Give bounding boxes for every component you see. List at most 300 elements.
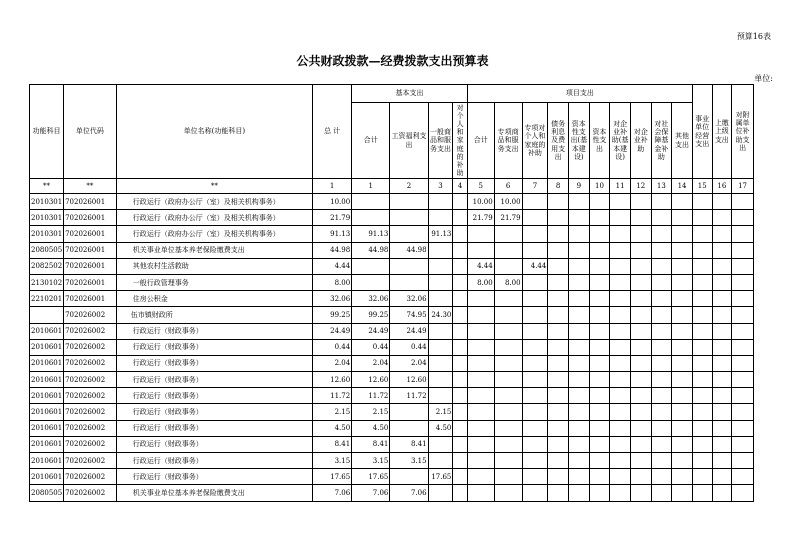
empty-cell	[610, 307, 631, 323]
b-total-cell: 91.13	[352, 226, 390, 242]
column-index-cell: 11	[610, 179, 631, 194]
empty-cell	[692, 323, 712, 339]
family-cell	[453, 226, 467, 242]
empty-cell	[692, 307, 712, 323]
b-total-cell: 24.49	[352, 323, 390, 339]
unit-code-cell: 702026002	[64, 420, 117, 436]
empty-cell	[630, 469, 651, 485]
p-total-cell	[467, 404, 494, 420]
total-cell: 2.04	[312, 355, 351, 371]
unit-code-cell: 702026002	[64, 355, 117, 371]
p-family-cell	[522, 242, 548, 258]
column-index-cell: 15	[692, 179, 712, 194]
empty-cell	[692, 291, 712, 307]
unit-code-cell: 702026002	[64, 453, 117, 469]
empty-cell	[651, 420, 672, 436]
p-family-cell	[522, 485, 548, 501]
goods-cell: 4.50	[428, 420, 453, 436]
empty-cell	[589, 404, 610, 420]
empty-cell	[712, 307, 732, 323]
column-index-cell: 17	[732, 179, 754, 194]
p-family-cell	[522, 420, 548, 436]
empty-cell	[630, 420, 651, 436]
empty-cell	[630, 388, 651, 404]
total-cell: 4.44	[312, 258, 351, 274]
empty-cell	[672, 436, 693, 452]
unit-code-cell: 702026001	[64, 210, 117, 226]
header-social-security: 对社会保障基金补助	[651, 103, 672, 179]
empty-cell	[610, 388, 631, 404]
empty-cell	[732, 355, 754, 371]
goods-cell	[428, 372, 453, 388]
goods-cell: 24.30	[428, 307, 453, 323]
table-row	[30, 242, 754, 258]
goods-cell	[428, 258, 453, 274]
column-index-cell: 10	[589, 179, 610, 194]
total-cell: 10.00	[312, 194, 351, 210]
p-total-cell	[467, 242, 494, 258]
empty-cell	[630, 307, 651, 323]
empty-cell	[672, 453, 693, 469]
family-cell	[453, 194, 467, 210]
total-cell: 11.72	[312, 388, 351, 404]
p-family-cell	[522, 469, 548, 485]
empty-cell	[548, 485, 569, 501]
unit-name-cell: 行政运行（财政事务）	[116, 420, 312, 436]
p-family-cell	[522, 323, 548, 339]
empty-cell	[672, 469, 693, 485]
column-index-cell: 14	[672, 179, 693, 194]
func-code-cell: 2130102	[30, 274, 64, 290]
unit-name-cell: 行政运行（财政事务）	[116, 469, 312, 485]
empty-cell	[732, 485, 754, 501]
empty-cell	[692, 194, 712, 210]
empty-cell	[672, 291, 693, 307]
b-total-cell: 11.72	[352, 388, 390, 404]
family-cell	[453, 307, 467, 323]
empty-cell	[568, 453, 589, 469]
empty-cell	[732, 339, 754, 355]
header-capital-basic: 资本性支出(基本建设)	[568, 103, 589, 179]
p-total-cell	[467, 453, 494, 469]
empty-cell	[610, 210, 631, 226]
empty-cell	[732, 404, 754, 420]
empty-cell	[568, 194, 589, 210]
empty-cell	[630, 210, 651, 226]
p-family-cell	[522, 274, 548, 290]
p-total-cell	[467, 420, 494, 436]
total-cell: 91.13	[312, 226, 351, 242]
empty-cell	[548, 469, 569, 485]
empty-cell	[672, 388, 693, 404]
unit-name-cell: 伍市镇财政所	[116, 307, 312, 323]
unit-name-cell: 机关事业单位基本养老保险缴费支出	[116, 485, 312, 501]
table-row	[30, 258, 754, 274]
p-total-cell	[467, 339, 494, 355]
p-total-cell	[467, 307, 494, 323]
salary-cell: 11.72	[390, 388, 428, 404]
empty-cell	[610, 404, 631, 420]
func-code-cell: 2010601	[30, 355, 64, 371]
empty-cell	[732, 372, 754, 388]
empty-cell	[630, 194, 651, 210]
header-debt-interest: 债务利息及费用支出	[548, 103, 569, 179]
empty-cell	[712, 485, 732, 501]
func-code-cell: 2010601	[30, 323, 64, 339]
empty-cell	[610, 453, 631, 469]
empty-cell	[610, 258, 631, 274]
total-cell: 7.06	[312, 485, 351, 501]
table-row	[30, 355, 754, 371]
salary-cell	[390, 404, 428, 420]
goods-cell	[428, 242, 453, 258]
p-total-cell	[467, 485, 494, 501]
empty-cell	[610, 485, 631, 501]
p-total-cell: 10.00	[467, 194, 494, 210]
empty-cell	[732, 242, 754, 258]
p-goods-cell	[494, 436, 522, 452]
empty-cell	[568, 404, 589, 420]
p-goods-cell	[494, 485, 522, 501]
empty-cell	[589, 485, 610, 501]
b-total-cell: 2.15	[352, 404, 390, 420]
family-cell	[453, 323, 467, 339]
empty-cell	[568, 388, 589, 404]
func-code-cell	[30, 307, 64, 323]
empty-cell	[732, 469, 754, 485]
header-total: 总 计	[312, 85, 351, 179]
salary-cell: 0.44	[390, 339, 428, 355]
goods-cell	[428, 210, 453, 226]
salary-cell: 2.04	[390, 355, 428, 371]
unit-name-cell: 行政运行（财政事务）	[116, 453, 312, 469]
empty-cell	[712, 355, 732, 371]
table-row	[30, 485, 754, 501]
p-goods-cell: 21.79	[494, 210, 522, 226]
empty-cell	[712, 258, 732, 274]
unit-code-cell: 702026001	[64, 258, 117, 274]
empty-cell	[672, 420, 693, 436]
unit-code-cell: 702026002	[64, 339, 117, 355]
goods-cell: 2.15	[428, 404, 453, 420]
empty-cell	[589, 307, 610, 323]
empty-cell	[651, 323, 672, 339]
empty-cell	[672, 404, 693, 420]
empty-cell	[568, 436, 589, 452]
empty-cell	[610, 372, 631, 388]
empty-cell	[568, 469, 589, 485]
unit-label: 单位:	[754, 74, 773, 83]
empty-cell	[610, 291, 631, 307]
empty-cell	[651, 436, 672, 452]
empty-cell	[548, 194, 569, 210]
empty-cell	[630, 339, 651, 355]
p-total-cell	[467, 323, 494, 339]
empty-cell	[672, 226, 693, 242]
p-family-cell	[522, 307, 548, 323]
header-general-goods: 一般商品和服务支出	[428, 103, 453, 179]
b-total-cell: 17.65	[352, 469, 390, 485]
empty-cell	[610, 274, 631, 290]
empty-cell	[692, 453, 712, 469]
empty-cell	[610, 323, 631, 339]
empty-cell	[712, 242, 732, 258]
empty-cell	[610, 420, 631, 436]
empty-cell	[712, 436, 732, 452]
empty-cell	[589, 388, 610, 404]
empty-cell	[589, 453, 610, 469]
column-index-cell: 1	[352, 179, 390, 194]
total-cell: 2.15	[312, 404, 351, 420]
empty-cell	[672, 242, 693, 258]
header-affiliated-subsidy: 对附属单位补助支出	[732, 85, 754, 179]
p-family-cell	[522, 355, 548, 371]
unit-name-cell: 其他农村生活救助	[116, 258, 312, 274]
empty-cell	[651, 388, 672, 404]
p-goods-cell	[494, 339, 522, 355]
empty-cell	[548, 210, 569, 226]
header-enterprise: 对企业补助	[630, 103, 651, 179]
b-total-cell: 32.06	[352, 291, 390, 307]
p-goods-cell	[494, 226, 522, 242]
header-salary: 工资福利支出	[390, 103, 428, 179]
p-total-cell	[467, 226, 494, 242]
unit-name-cell: 行政运行（财政事务）	[116, 436, 312, 452]
empty-cell	[672, 274, 693, 290]
total-cell: 21.79	[312, 210, 351, 226]
empty-cell	[568, 323, 589, 339]
family-cell	[453, 291, 467, 307]
column-index-cell: 1	[312, 179, 351, 194]
empty-cell	[548, 339, 569, 355]
family-cell	[453, 258, 467, 274]
empty-cell	[568, 307, 589, 323]
empty-cell	[712, 210, 732, 226]
column-index-cell: 4	[453, 179, 467, 194]
table-row	[30, 469, 754, 485]
table-row	[30, 420, 754, 436]
salary-cell	[390, 469, 428, 485]
family-cell	[453, 420, 467, 436]
empty-cell	[589, 210, 610, 226]
family-cell	[453, 453, 467, 469]
empty-cell	[732, 194, 754, 210]
b-total-cell: 12.60	[352, 372, 390, 388]
empty-cell	[732, 453, 754, 469]
goods-cell	[428, 436, 453, 452]
empty-cell	[630, 485, 651, 501]
salary-cell: 8.41	[390, 436, 428, 452]
empty-cell	[548, 453, 569, 469]
p-family-cell	[522, 436, 548, 452]
empty-cell	[651, 274, 672, 290]
empty-cell	[672, 323, 693, 339]
empty-cell	[712, 469, 732, 485]
table-row	[30, 274, 754, 290]
p-goods-cell	[494, 388, 522, 404]
salary-cell	[390, 194, 428, 210]
empty-cell	[548, 291, 569, 307]
empty-cell	[712, 323, 732, 339]
family-cell	[453, 388, 467, 404]
goods-cell	[428, 355, 453, 371]
empty-cell	[712, 226, 732, 242]
empty-cell	[548, 258, 569, 274]
empty-cell	[548, 372, 569, 388]
unit-name-cell: 住房公积金	[116, 291, 312, 307]
empty-cell	[651, 194, 672, 210]
table-row	[30, 307, 754, 323]
empty-cell	[732, 226, 754, 242]
goods-cell	[428, 388, 453, 404]
p-total-cell	[467, 388, 494, 404]
empty-cell	[732, 274, 754, 290]
empty-cell	[712, 372, 732, 388]
func-code-cell: 2010601	[30, 404, 64, 420]
header-unit-name: 单位名称(功能科目)	[116, 85, 312, 179]
empty-cell	[672, 372, 693, 388]
empty-cell	[548, 420, 569, 436]
unit-code-cell: 702026001	[64, 242, 117, 258]
column-index-row	[30, 179, 754, 194]
func-code-cell: 2010301	[30, 210, 64, 226]
unit-name-cell: 行政运行（政府办公厅（室）及相关机构事务）	[116, 210, 312, 226]
p-goods-cell	[494, 258, 522, 274]
empty-cell	[651, 372, 672, 388]
empty-cell	[732, 420, 754, 436]
header-enterprise-basic: 对企业补助(基本建设)	[610, 103, 631, 179]
salary-cell	[390, 274, 428, 290]
family-cell	[453, 436, 467, 452]
unit-code-cell: 702026001	[64, 291, 117, 307]
empty-cell	[651, 258, 672, 274]
p-goods-cell	[494, 404, 522, 420]
unit-name-cell: 行政运行（财政事务）	[116, 372, 312, 388]
salary-cell: 44.98	[390, 242, 428, 258]
empty-cell	[651, 485, 672, 501]
empty-cell	[630, 242, 651, 258]
unit-code-cell: 702026002	[64, 485, 117, 501]
empty-cell	[589, 420, 610, 436]
empty-cell	[568, 242, 589, 258]
empty-cell	[630, 355, 651, 371]
empty-cell	[692, 242, 712, 258]
header-basic-total: 合计	[352, 103, 390, 179]
empty-cell	[630, 274, 651, 290]
unit-code-cell: 702026002	[64, 469, 117, 485]
unit-code-cell: 702026002	[64, 388, 117, 404]
func-code-cell: 2010301	[30, 226, 64, 242]
empty-cell	[630, 372, 651, 388]
func-code-cell: 2080505	[30, 242, 64, 258]
p-goods-cell	[494, 323, 522, 339]
empty-cell	[568, 210, 589, 226]
p-total-cell	[467, 355, 494, 371]
table-row	[30, 194, 754, 210]
salary-cell: 74.95	[390, 307, 428, 323]
empty-cell	[630, 453, 651, 469]
total-cell: 24.49	[312, 323, 351, 339]
p-total-cell	[467, 469, 494, 485]
p-family-cell	[522, 226, 548, 242]
empty-cell	[651, 404, 672, 420]
empty-cell	[589, 242, 610, 258]
empty-cell	[548, 388, 569, 404]
family-cell	[453, 355, 467, 371]
unit-code-cell: 702026001	[64, 274, 117, 290]
unit-name-cell: 行政运行（政府办公厅（室）及相关机构事务）	[116, 194, 312, 210]
salary-cell	[390, 210, 428, 226]
empty-cell	[589, 339, 610, 355]
empty-cell	[692, 485, 712, 501]
p-total-cell	[467, 372, 494, 388]
empty-cell	[610, 194, 631, 210]
empty-cell	[732, 436, 754, 452]
p-total-cell: 4.44	[467, 258, 494, 274]
goods-cell	[428, 194, 453, 210]
family-cell	[453, 485, 467, 501]
table-row	[30, 453, 754, 469]
goods-cell	[428, 323, 453, 339]
family-cell	[453, 404, 467, 420]
total-cell: 99.25	[312, 307, 351, 323]
empty-cell	[712, 388, 732, 404]
empty-cell	[692, 469, 712, 485]
empty-cell	[651, 453, 672, 469]
unit-code-cell: 702026002	[64, 323, 117, 339]
empty-cell	[610, 469, 631, 485]
p-total-cell: 8.00	[467, 274, 494, 290]
column-index-cell: 3	[428, 179, 453, 194]
unit-name-cell: 行政运行（财政事务）	[116, 404, 312, 420]
func-code-cell: 2010601	[30, 372, 64, 388]
salary-cell: 3.15	[390, 453, 428, 469]
empty-cell	[712, 274, 732, 290]
goods-cell	[428, 274, 453, 290]
func-code-cell: 2010601	[30, 420, 64, 436]
p-goods-cell	[494, 307, 522, 323]
b-total-cell: 4.50	[352, 420, 390, 436]
budget-table	[29, 84, 754, 502]
p-family-cell	[522, 210, 548, 226]
goods-cell: 17.65	[428, 469, 453, 485]
column-index-cell: 16	[712, 179, 732, 194]
salary-cell: 32.06	[390, 291, 428, 307]
table-body	[30, 194, 754, 502]
total-cell: 8.41	[312, 436, 351, 452]
empty-cell	[692, 226, 712, 242]
column-index-cell: 5	[467, 179, 494, 194]
empty-cell	[568, 372, 589, 388]
empty-cell	[568, 485, 589, 501]
column-index-cell: **	[30, 179, 64, 194]
empty-cell	[589, 226, 610, 242]
b-total-cell	[352, 274, 390, 290]
header-unit-code: 单位代码	[64, 85, 117, 179]
func-code-cell: 2010601	[30, 453, 64, 469]
header-basic: 基本支出	[352, 85, 468, 103]
empty-cell	[589, 372, 610, 388]
empty-cell	[589, 436, 610, 452]
header-other: 其他支出	[672, 103, 693, 179]
empty-cell	[589, 323, 610, 339]
p-goods-cell	[494, 372, 522, 388]
total-cell: 44.98	[312, 242, 351, 258]
empty-cell	[651, 210, 672, 226]
family-cell	[453, 242, 467, 258]
empty-cell	[651, 469, 672, 485]
empty-cell	[672, 194, 693, 210]
